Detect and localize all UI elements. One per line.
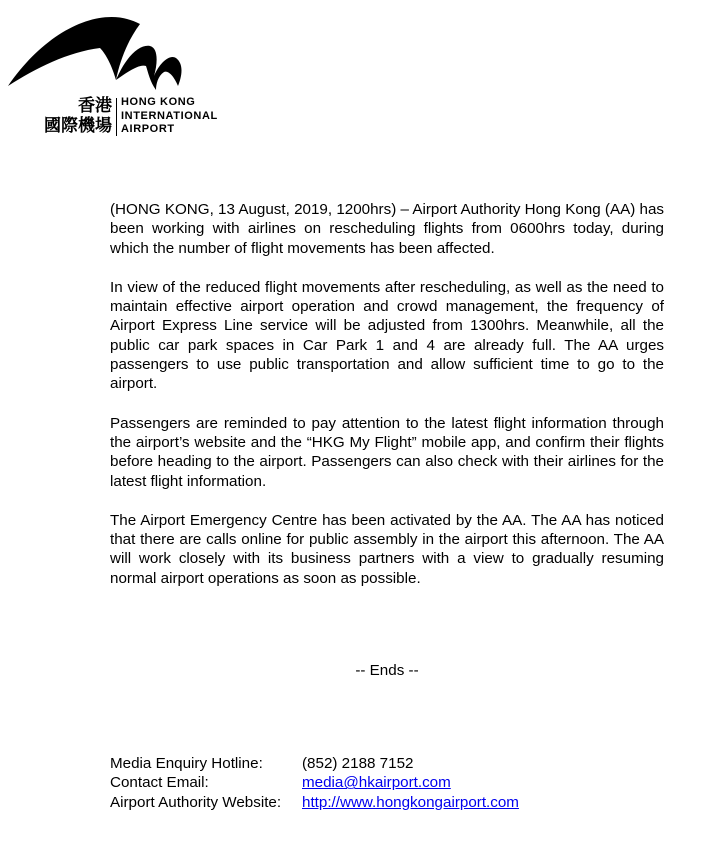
press-release-body [110,200,664,608]
logo-english-line1: HONG KONG [121,96,196,108]
logo-divider [116,98,117,136]
logo-english-line3: AIRPORT [121,123,175,135]
logo-english-line2: INTERNATIONAL [121,109,218,122]
hotline-label: Media Enquiry Hotline: [110,755,263,772]
contact-info [110,754,519,812]
website-link[interactable]: http://www.hongkongairport.com [302,793,519,811]
paragraph-4: The Airport Emergency Centre has been activated by the AA. The AA has noticed that there are calls online for public assembly in the airport this afternoon. The AA will work closely with its business partners with a view to gradually resuming normal airport operations as soon as possible. [110,511,664,587]
logo-swoosh-icon [8,10,188,96]
email-link[interactable]: media@hkairport.com [302,774,451,792]
hotline-value: (852) 2188 7152 [302,755,414,772]
logo-english-text [121,96,218,137]
logo-chinese-line2: 國際機場 [44,116,112,136]
website-label: Airport Authority Website: [110,793,282,811]
contact-row-hotline [110,754,519,773]
paragraph-1: (HONG KONG, 13 August, 2019, 1200hrs) – Airport Authority Hong Kong (AA) has been working with airlines on rescheduling flights from 0600hrs today, during which the number of flight movements has been affected. [110,201,664,257]
logo-chinese-line1: 香港 [78,96,112,116]
logo-chinese-text [32,96,112,136]
ends-marker: -- Ends -- [355,662,419,679]
contact-row-email [110,773,519,792]
contact-row-website [110,793,519,812]
paragraph-2: In view of the reduced flight movements after rescheduling, as well as the need to maintain effective airport operation and crowd management, the frequency of Airport Express Line service will be adjusted from 1300hrs. Meanwhile, all the public car park spaces in Car Park 1 and 4 are already full. The AA urges passengers to use public transportation and allow sufficient time to go to the airport. [110,278,664,393]
paragraph-3: Passengers are reminded to pay attention to the latest flight information through the airport’s website and the “HKG My Flight” mobile app, and confirm their flights before heading to the airport. Passengers can also check with their airlines for the latest flight information. [110,414,664,490]
hkia-logo [8,10,238,140]
email-label: Contact Email: [110,774,209,792]
